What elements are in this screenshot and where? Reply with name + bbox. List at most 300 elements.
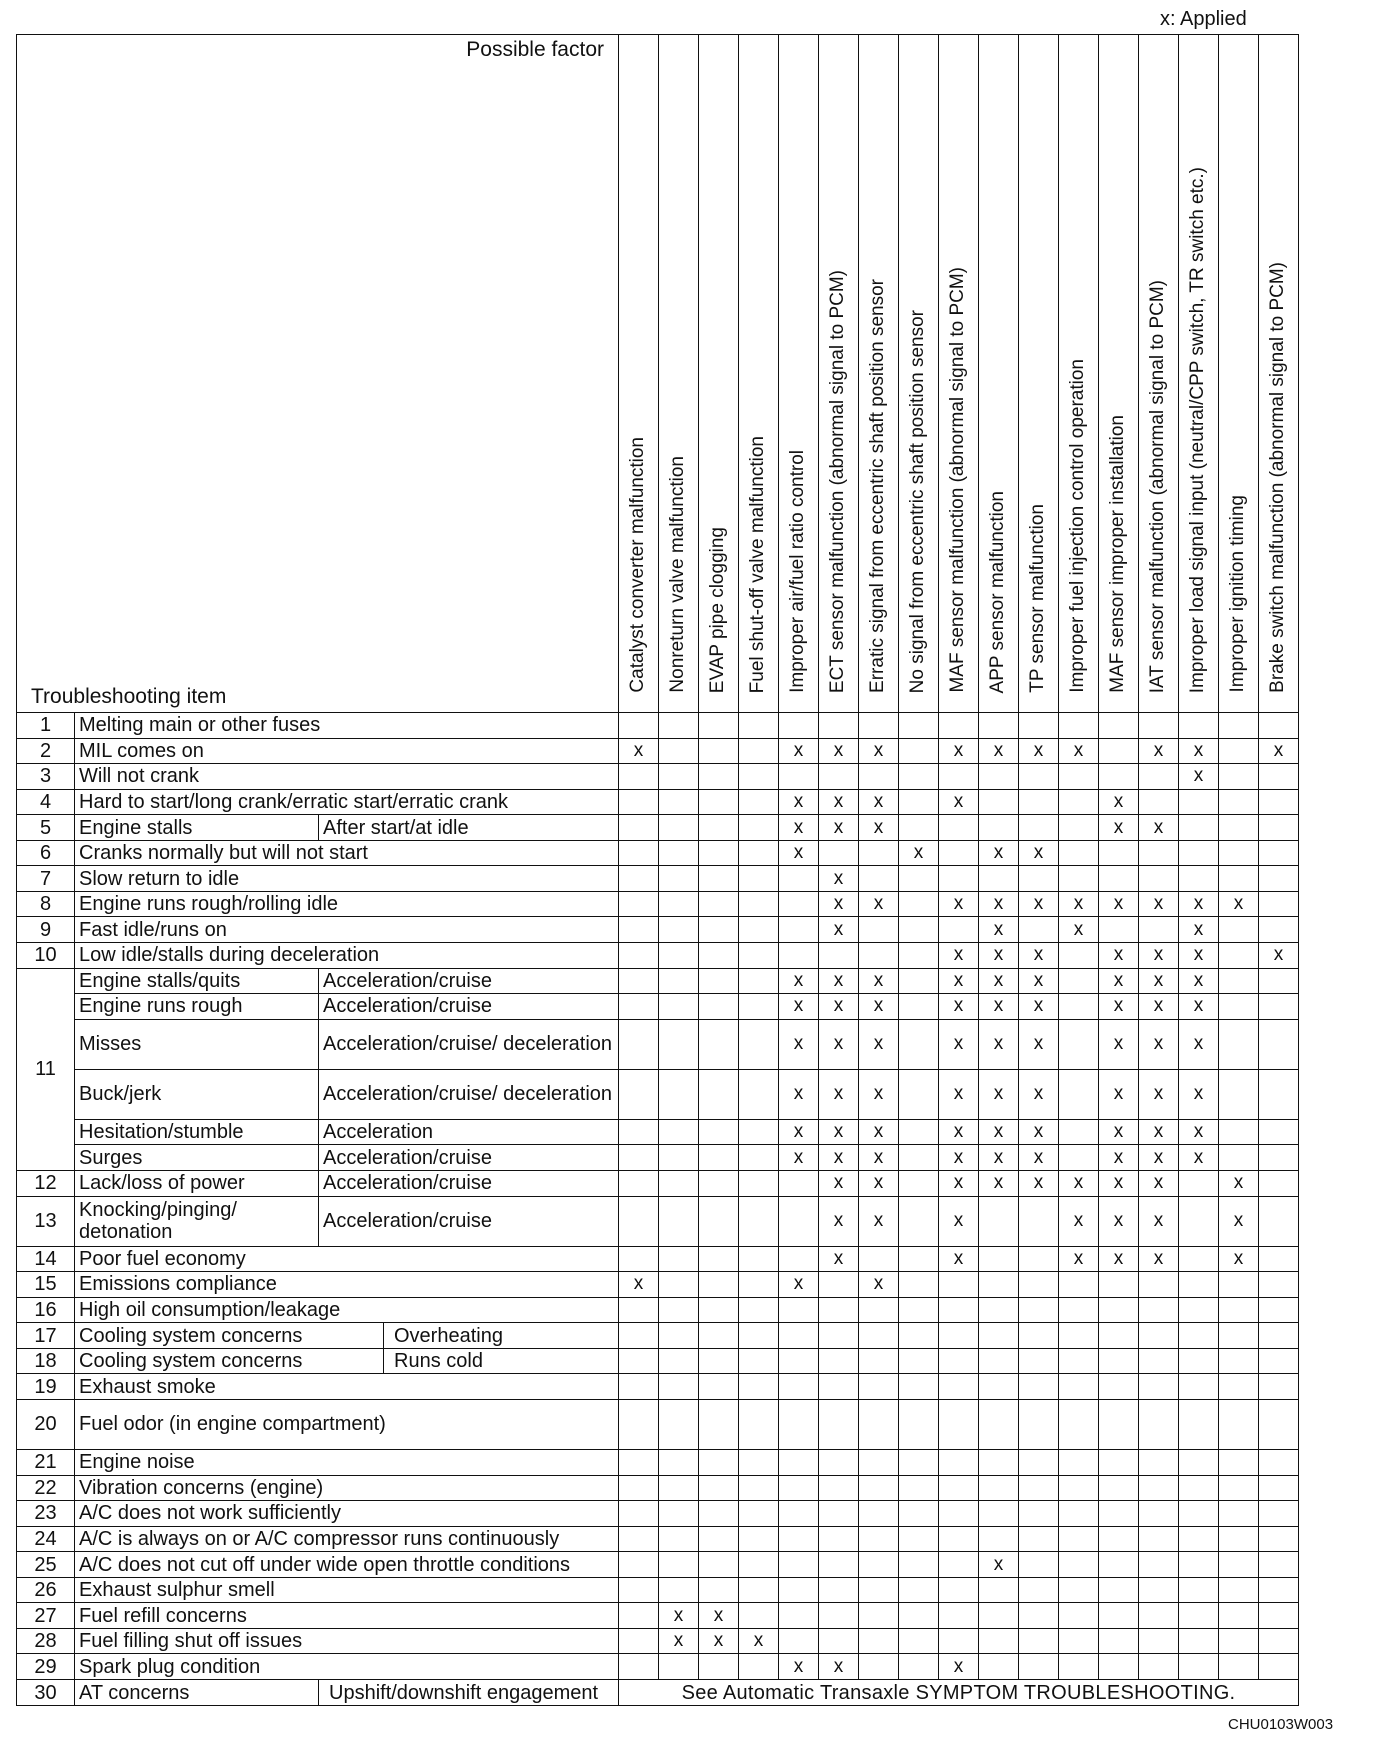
table-row: [17, 994, 1299, 1020]
mark-cell: [699, 1526, 739, 1552]
mark-cell: [699, 1654, 739, 1680]
mark-cell: [739, 891, 779, 917]
mark-cell: [979, 1399, 1019, 1449]
factor-label: ECT sensor malfunction (abnormal signal to PCM): [827, 269, 848, 693]
mark-cell: [1219, 994, 1259, 1020]
mark-cell: [1219, 1272, 1259, 1298]
mark-cell: [1259, 1526, 1299, 1552]
mark-cell: [659, 764, 699, 790]
applied-mark: x: [699, 1603, 739, 1629]
mark-cell: [1059, 1654, 1099, 1680]
mark-cell: [739, 1323, 779, 1349]
mark-cell: [1259, 1577, 1299, 1603]
mark-cell: [779, 917, 819, 943]
condition-label: Acceleration/cruise: [319, 994, 619, 1020]
mark-cell: [899, 1170, 939, 1196]
mark-cell: [1019, 1196, 1059, 1246]
mark-cell: [859, 1603, 899, 1629]
mark-cell: [659, 1069, 699, 1119]
applied-mark: x: [1179, 943, 1219, 969]
applied-mark: x: [979, 1145, 1019, 1171]
mark-cell: [619, 1323, 659, 1349]
mark-cell: [1139, 1348, 1179, 1374]
mark-cell: [1059, 815, 1099, 841]
mark-cell: [739, 1577, 779, 1603]
mark-cell: [1219, 738, 1259, 764]
table-row: [17, 1119, 1299, 1145]
applied-mark: x: [1019, 1069, 1059, 1119]
mark-cell: [659, 1019, 699, 1069]
mark-cell: [619, 764, 659, 790]
applied-mark: x: [819, 891, 859, 917]
mark-cell: [819, 712, 859, 738]
mark-cell: [859, 1577, 899, 1603]
mark-cell: [1099, 1501, 1139, 1527]
mark-cell: [819, 1628, 859, 1654]
factor-header-cell: [699, 35, 739, 713]
mark-cell: [739, 1374, 779, 1400]
applied-mark: x: [939, 1145, 979, 1171]
mark-cell: [979, 1603, 1019, 1629]
table-row: [17, 1577, 1299, 1603]
mark-cell: [1259, 994, 1299, 1020]
mark-cell: [1219, 1552, 1259, 1578]
mark-cell: [1059, 712, 1099, 738]
mark-cell: [739, 917, 779, 943]
mark-cell: [739, 1501, 779, 1527]
mark-cell: [939, 1628, 979, 1654]
applied-mark: x: [979, 1170, 1019, 1196]
table-row: [17, 1552, 1299, 1578]
applied-mark: x: [1019, 943, 1059, 969]
mark-cell: [659, 1323, 699, 1349]
condition-label: Acceleration: [319, 1119, 619, 1145]
applied-mark: x: [939, 943, 979, 969]
applied-mark: x: [1059, 917, 1099, 943]
applied-mark: x: [1219, 1246, 1259, 1272]
mark-cell: [619, 1348, 659, 1374]
mark-cell: [939, 1526, 979, 1552]
mark-cell: [899, 1297, 939, 1323]
applied-mark: x: [939, 738, 979, 764]
mark-cell: [1099, 1603, 1139, 1629]
mark-cell: [779, 1449, 819, 1475]
mark-cell: [1019, 1449, 1059, 1475]
mark-cell: [739, 994, 779, 1020]
table-row: [17, 1297, 1299, 1323]
applied-mark: x: [1019, 1170, 1059, 1196]
mark-cell: [1019, 1475, 1059, 1501]
mark-cell: [1019, 1374, 1059, 1400]
symptom-label: A/C does not cut off under wide open throttle conditions: [75, 1552, 619, 1578]
mark-cell: [1259, 1272, 1299, 1298]
mark-cell: [1219, 1526, 1259, 1552]
mark-cell: [619, 1628, 659, 1654]
applied-mark: x: [1059, 1196, 1099, 1246]
mark-cell: [659, 815, 699, 841]
applied-mark: x: [1179, 968, 1219, 994]
row-number: 25: [17, 1552, 75, 1578]
mark-cell: [699, 1399, 739, 1449]
row-number: 23: [17, 1501, 75, 1527]
mark-cell: [1259, 917, 1299, 943]
factor-label: Improper ignition timing: [1227, 495, 1248, 693]
mark-cell: [979, 1577, 1019, 1603]
factor-header-cell: [819, 35, 859, 713]
condition-label: Acceleration/cruise: [319, 1170, 619, 1196]
applied-mark: x: [1179, 917, 1219, 943]
mark-cell: [1099, 1297, 1139, 1323]
mark-cell: [899, 1374, 939, 1400]
mark-cell: [1099, 1628, 1139, 1654]
factor-header-cell: [1219, 35, 1259, 713]
applied-mark: x: [1219, 891, 1259, 917]
applied-mark: x: [979, 968, 1019, 994]
mark-cell: [659, 1475, 699, 1501]
mark-cell: [899, 1577, 939, 1603]
applied-mark: x: [1019, 840, 1059, 866]
mark-cell: [779, 891, 819, 917]
mark-cell: [899, 815, 939, 841]
mark-cell: [1139, 1603, 1179, 1629]
applied-mark: x: [1019, 994, 1059, 1020]
mark-cell: [699, 1501, 739, 1527]
mark-cell: [739, 1399, 779, 1449]
mark-cell: [979, 1297, 1019, 1323]
mark-cell: [1259, 1654, 1299, 1680]
mark-cell: [699, 891, 739, 917]
mark-cell: [859, 917, 899, 943]
mark-cell: [659, 943, 699, 969]
mark-cell: [1219, 840, 1259, 866]
mark-cell: [1019, 764, 1059, 790]
symptom-label: Low idle/stalls during deceleration: [75, 943, 619, 969]
table-row: [17, 1323, 1299, 1349]
applied-mark: x: [659, 1603, 699, 1629]
applied-mark: x: [779, 994, 819, 1020]
mark-cell: [1019, 1526, 1059, 1552]
mark-cell: [619, 1069, 659, 1119]
mark-cell: [699, 1297, 739, 1323]
applied-mark: x: [819, 1019, 859, 1069]
mark-cell: [1219, 1374, 1259, 1400]
mark-cell: [659, 840, 699, 866]
mark-cell: [699, 1069, 739, 1119]
mark-cell: [1099, 1475, 1139, 1501]
mark-cell: [1019, 1399, 1059, 1449]
mark-cell: [819, 764, 859, 790]
mark-cell: [1019, 866, 1059, 892]
applied-mark: x: [819, 1246, 859, 1272]
applied-mark: x: [939, 789, 979, 815]
row-number: 19: [17, 1374, 75, 1400]
table-row: [17, 968, 1299, 994]
applied-mark: x: [1139, 738, 1179, 764]
mark-cell: [1019, 789, 1059, 815]
table-row: [17, 738, 1299, 764]
mark-cell: [619, 891, 659, 917]
mark-cell: [1259, 1323, 1299, 1349]
mark-cell: [1219, 1577, 1259, 1603]
factor-header-cell: [1259, 35, 1299, 713]
mark-cell: [739, 866, 779, 892]
applied-mark: x: [859, 738, 899, 764]
mark-cell: [1059, 1323, 1099, 1349]
applied-mark: x: [979, 994, 1019, 1020]
applied-mark: x: [1139, 1145, 1179, 1171]
mark-cell: [699, 1196, 739, 1246]
see-reference-note: See Automatic Transaxle SYMPTOM TROUBLESHOOTING.: [619, 1680, 1299, 1706]
mark-cell: [1179, 1272, 1219, 1298]
applied-mark: x: [1099, 1119, 1139, 1145]
applied-mark: x: [779, 1654, 819, 1680]
applied-mark: x: [1019, 1019, 1059, 1069]
applied-mark: x: [1139, 815, 1179, 841]
row-number: 12: [17, 1170, 75, 1196]
mark-cell: [619, 712, 659, 738]
applied-mark: x: [939, 994, 979, 1020]
applied-mark: x: [1179, 738, 1219, 764]
applied-mark: x: [1259, 943, 1299, 969]
mark-cell: [779, 1552, 819, 1578]
possible-factor-label: Possible factor: [466, 38, 604, 61]
mark-cell: [979, 1196, 1019, 1246]
mark-cell: [1099, 1272, 1139, 1298]
mark-cell: [1139, 789, 1179, 815]
mark-cell: [819, 1272, 859, 1298]
mark-cell: [779, 1246, 819, 1272]
mark-cell: [659, 1272, 699, 1298]
mark-cell: [699, 866, 739, 892]
mark-cell: [1219, 815, 1259, 841]
applied-mark: x: [779, 1145, 819, 1171]
mark-cell: [699, 994, 739, 1020]
symptom-label: Engine stalls: [75, 815, 319, 841]
mark-cell: [1179, 1323, 1219, 1349]
mark-cell: [1059, 1501, 1099, 1527]
mark-cell: [859, 866, 899, 892]
factor-label: IAT sensor malfunction (abnormal signal to PCM): [1147, 279, 1168, 693]
mark-cell: [659, 917, 699, 943]
row-number: 27: [17, 1603, 75, 1629]
mark-cell: [1259, 1603, 1299, 1629]
mark-cell: [739, 738, 779, 764]
mark-cell: [1219, 1475, 1259, 1501]
mark-cell: [1139, 1475, 1179, 1501]
mark-cell: [779, 1374, 819, 1400]
mark-cell: [619, 1374, 659, 1400]
mark-cell: [859, 943, 899, 969]
mark-cell: [1259, 1119, 1299, 1145]
applied-mark: x: [619, 1272, 659, 1298]
mark-cell: [899, 1475, 939, 1501]
mark-cell: [939, 840, 979, 866]
mark-cell: [1179, 1628, 1219, 1654]
mark-cell: [1059, 1475, 1099, 1501]
mark-cell: [619, 1019, 659, 1069]
mark-cell: [859, 1297, 899, 1323]
symptom-label: Spark plug condition: [75, 1654, 619, 1680]
mark-cell: [1059, 1069, 1099, 1119]
mark-cell: [699, 1348, 739, 1374]
mark-cell: [859, 1501, 899, 1527]
applied-mark: x: [859, 1119, 899, 1145]
table-row: [17, 866, 1299, 892]
mark-cell: [739, 764, 779, 790]
mark-cell: [1219, 1501, 1259, 1527]
mark-cell: [739, 789, 779, 815]
mark-cell: [739, 840, 779, 866]
mark-cell: [1179, 1501, 1219, 1527]
mark-cell: [979, 1246, 1019, 1272]
mark-cell: [939, 1374, 979, 1400]
mark-cell: [899, 1501, 939, 1527]
mark-cell: [1179, 1475, 1219, 1501]
symptom-label: Fast idle/runs on: [75, 917, 619, 943]
factor-label: TP sensor malfunction: [1027, 504, 1048, 693]
mark-cell: [899, 968, 939, 994]
mark-cell: [859, 764, 899, 790]
mark-cell: [859, 1246, 899, 1272]
table-row: [17, 1170, 1299, 1196]
mark-cell: [1259, 1348, 1299, 1374]
symptom-label: Hesitation/stumble: [75, 1119, 319, 1145]
mark-cell: [1019, 1297, 1059, 1323]
mark-cell: [619, 866, 659, 892]
mark-cell: [699, 1145, 739, 1171]
applied-mark: x: [1139, 968, 1179, 994]
mark-cell: [1139, 1449, 1179, 1475]
mark-cell: [1059, 1577, 1099, 1603]
mark-cell: [619, 1246, 659, 1272]
mark-cell: [979, 1374, 1019, 1400]
mark-cell: [1179, 866, 1219, 892]
mark-cell: [1179, 1170, 1219, 1196]
mark-cell: [1139, 866, 1179, 892]
table-row: [17, 917, 1299, 943]
mark-cell: [779, 764, 819, 790]
mark-cell: [939, 866, 979, 892]
mark-cell: [699, 1170, 739, 1196]
applied-mark: x: [939, 1019, 979, 1069]
applied-mark: x: [859, 789, 899, 815]
mark-cell: [619, 1145, 659, 1171]
mark-cell: [899, 764, 939, 790]
mark-cell: [1019, 917, 1059, 943]
symptom-label: Cranks normally but will not start: [75, 840, 619, 866]
mark-cell: [619, 943, 659, 969]
mark-cell: [1259, 815, 1299, 841]
row-number: 28: [17, 1628, 75, 1654]
mark-cell: [1219, 1119, 1259, 1145]
applied-mark: x: [819, 789, 859, 815]
table-row: [17, 891, 1299, 917]
mark-cell: [699, 1272, 739, 1298]
mark-cell: [939, 1399, 979, 1449]
condition-label: Acceleration/cruise: [319, 1196, 619, 1246]
applied-mark: x: [859, 1019, 899, 1069]
mark-cell: [1219, 1145, 1259, 1171]
symptom-label: AT concerns: [75, 1680, 319, 1706]
row-number: 13: [17, 1196, 75, 1246]
applied-mark: x: [1099, 1246, 1139, 1272]
mark-cell: [1059, 840, 1099, 866]
symptom-label: Melting main or other fuses: [75, 712, 619, 738]
mark-cell: [1219, 764, 1259, 790]
mark-cell: [619, 1119, 659, 1145]
mark-cell: [1099, 1654, 1139, 1680]
symptom-label: Fuel filling shut off issues: [75, 1628, 619, 1654]
mark-cell: [1259, 1399, 1299, 1449]
mark-cell: [1139, 1374, 1179, 1400]
mark-cell: [659, 1399, 699, 1449]
mark-cell: [739, 1145, 779, 1171]
applied-mark: x: [859, 968, 899, 994]
applied-mark: x: [1139, 1069, 1179, 1119]
mark-cell: [899, 738, 939, 764]
mark-cell: [939, 1577, 979, 1603]
applied-mark: x: [1179, 764, 1219, 790]
mark-cell: [739, 1603, 779, 1629]
mark-cell: [1019, 1603, 1059, 1629]
mark-cell: [739, 1552, 779, 1578]
mark-cell: [1179, 1399, 1219, 1449]
factor-label: Erratic signal from eccentric shaft position sensor: [867, 279, 888, 693]
mark-cell: [699, 1475, 739, 1501]
mark-cell: [1059, 1603, 1099, 1629]
mark-cell: [979, 1475, 1019, 1501]
mark-cell: [1259, 712, 1299, 738]
mark-cell: [1179, 1654, 1219, 1680]
symptom-label: Cooling system concerns: [75, 1348, 384, 1374]
row-number: 14: [17, 1246, 75, 1272]
applied-mark: x: [979, 1019, 1019, 1069]
applied-legend: x: Applied: [1160, 8, 1247, 30]
mark-cell: [819, 1399, 859, 1449]
mark-cell: [1099, 917, 1139, 943]
mark-cell: [899, 1119, 939, 1145]
mark-cell: [979, 1323, 1019, 1349]
mark-cell: [619, 1196, 659, 1246]
row-number: 26: [17, 1577, 75, 1603]
mark-cell: [1259, 764, 1299, 790]
mark-cell: [899, 789, 939, 815]
applied-mark: x: [939, 1069, 979, 1119]
mark-cell: [1259, 1246, 1299, 1272]
applied-mark: x: [979, 738, 1019, 764]
mark-cell: [939, 917, 979, 943]
mark-cell: [1019, 1552, 1059, 1578]
applied-mark: x: [1019, 1119, 1059, 1145]
mark-cell: [659, 1449, 699, 1475]
mark-cell: [939, 1475, 979, 1501]
factor-label: Improper air/fuel ratio control: [787, 450, 808, 693]
applied-mark: x: [819, 738, 859, 764]
mark-cell: [739, 1654, 779, 1680]
factor-header-cell: [659, 35, 699, 713]
mark-cell: [739, 943, 779, 969]
row-number: 18: [17, 1348, 75, 1374]
applied-mark: x: [1179, 891, 1219, 917]
mark-cell: [1139, 712, 1179, 738]
mark-cell: [1219, 943, 1259, 969]
table-row: [17, 943, 1299, 969]
mark-cell: [1259, 891, 1299, 917]
mark-cell: [979, 1654, 1019, 1680]
mark-cell: [819, 1577, 859, 1603]
condition-label: Acceleration/cruise: [319, 968, 619, 994]
mark-cell: [1059, 789, 1099, 815]
